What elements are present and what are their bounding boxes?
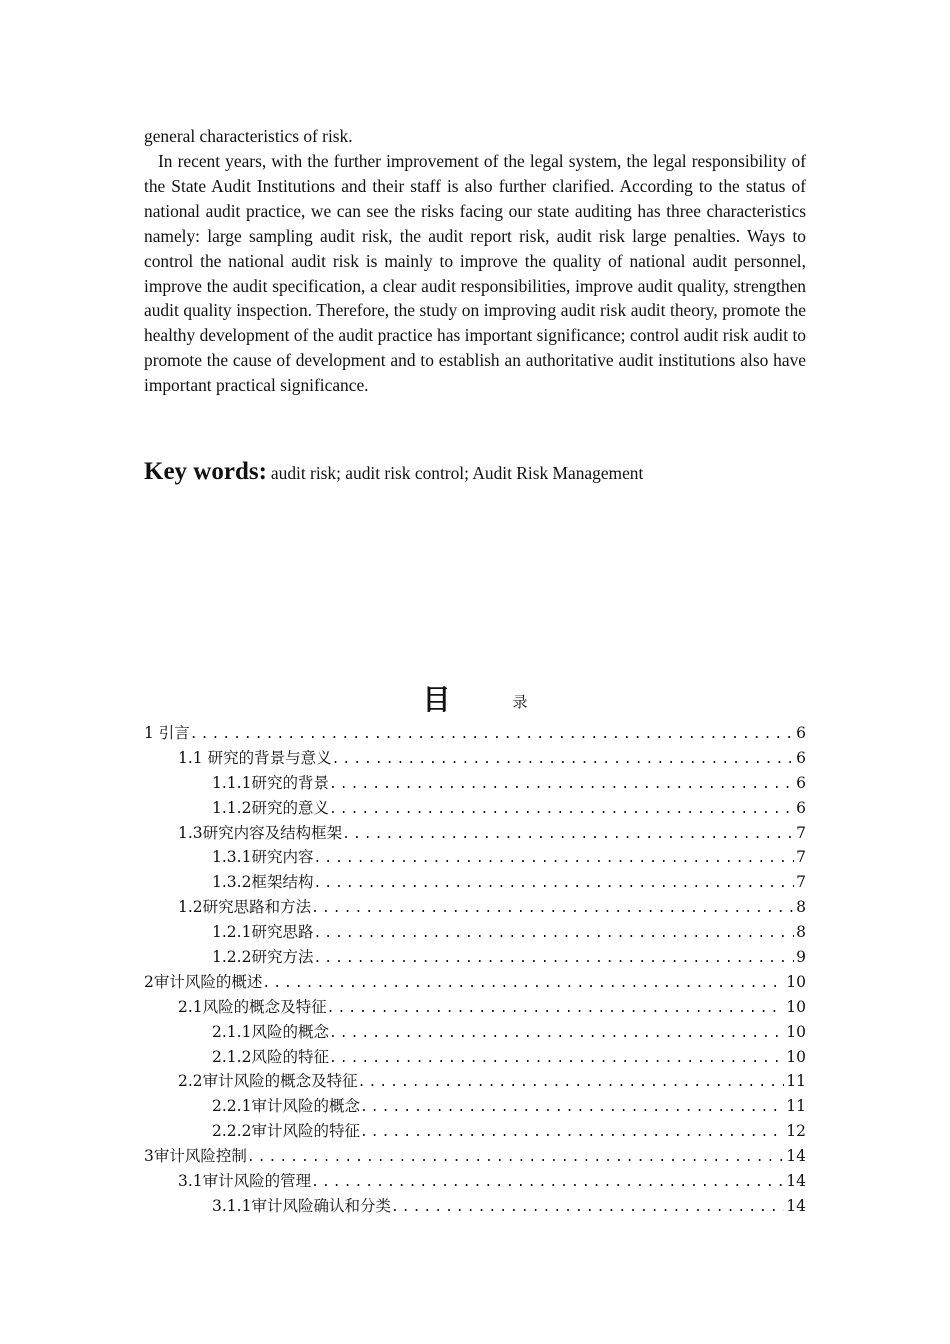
toc-title bbox=[0, 678, 950, 718]
toc-entry[interactable]: 2.2.2审计风险的特征 ..... 12 bbox=[144, 1119, 806, 1144]
toc-entry[interactable]: 1.3.1研究内容 ..... 7 bbox=[144, 845, 806, 870]
toc-entry[interactable]: 3审计风险控制 ..... 14 bbox=[144, 1144, 806, 1169]
toc-entry[interactable]: 2.2.1审计风险的概念 ..... 11 bbox=[144, 1094, 806, 1119]
toc-entry[interactable]: 3.1审计风险的管理 ..... 14 bbox=[144, 1169, 806, 1194]
abstract-paragraph: In recent years, with the further improvement of the legal system, the legal responsibility of the State Audit Institutions and their staff is also further clarified. According to the status of national audit practice, we can see the risks facing our state auditing has three characteristics namely: large sampling audit risk, the audit report risk, audit risk large penalties. Ways to control the national audit risk is mainly to improve the quality of national audit personnel, improve the audit specification, a clear audit responsibilities, improve audit quality, strengthen audit quality inspection. Therefore, the study on improving audit risk audit theory, promote the healthy development of the audit practice has important significance; control audit risk audit to promote the cause of development and to establish an authoritative audit institutions also have important practical significance. bbox=[144, 151, 806, 396]
toc-entry[interactable]: 2.1.2风险的特征 ..... 10 bbox=[144, 1045, 806, 1070]
toc-entry[interactable]: 1.1.1研究的背景 ..... 6 bbox=[144, 771, 806, 796]
toc-title-main: 目 bbox=[422, 683, 451, 716]
toc-entry[interactable]: 1.2.1研究思路 ..... 8 bbox=[144, 920, 806, 945]
toc-entry[interactable]: 2.1.1风险的概念 ..... 10 bbox=[144, 1020, 806, 1045]
toc-entry[interactable]: 2审计风险的概述 ..... 10 bbox=[144, 970, 806, 995]
keywords-label: Key words: bbox=[144, 458, 267, 485]
toc-entry[interactable]: 1.2研究思路和方法 ..... 8 bbox=[144, 895, 806, 920]
abstract-first-line: general characteristics of risk. bbox=[144, 126, 353, 146]
toc-entry[interactable]: 1.2.2研究方法 ..... 9 bbox=[144, 945, 806, 970]
keywords-line bbox=[144, 458, 806, 486]
toc-entry[interactable]: 1.1.2研究的意义 ..... 6 bbox=[144, 796, 806, 821]
toc-entry[interactable]: 1.1 研究的背景与意义 ..... 6 bbox=[144, 746, 806, 771]
toc-title-sub: 录 bbox=[512, 693, 528, 711]
toc-entry[interactable]: 2.2审计风险的概念及特征 ..... 11 bbox=[144, 1069, 806, 1094]
toc-entry[interactable]: 1 引言 ..... 6 bbox=[144, 721, 806, 746]
keywords-value: audit risk; audit risk control; Audit Risk Management bbox=[270, 463, 644, 483]
toc-entry[interactable]: 2.1风险的概念及特征 ..... 10 bbox=[144, 995, 806, 1020]
toc-entry[interactable]: 1.3研究内容及结构框架 ..... 7 bbox=[144, 821, 806, 846]
toc-entry[interactable]: 3.1.1审计风险确认和分类 ..... 14 bbox=[144, 1194, 806, 1219]
table-of-contents bbox=[144, 721, 806, 1219]
toc-entry[interactable]: 1.3.2框架结构 ..... 7 bbox=[144, 870, 806, 895]
